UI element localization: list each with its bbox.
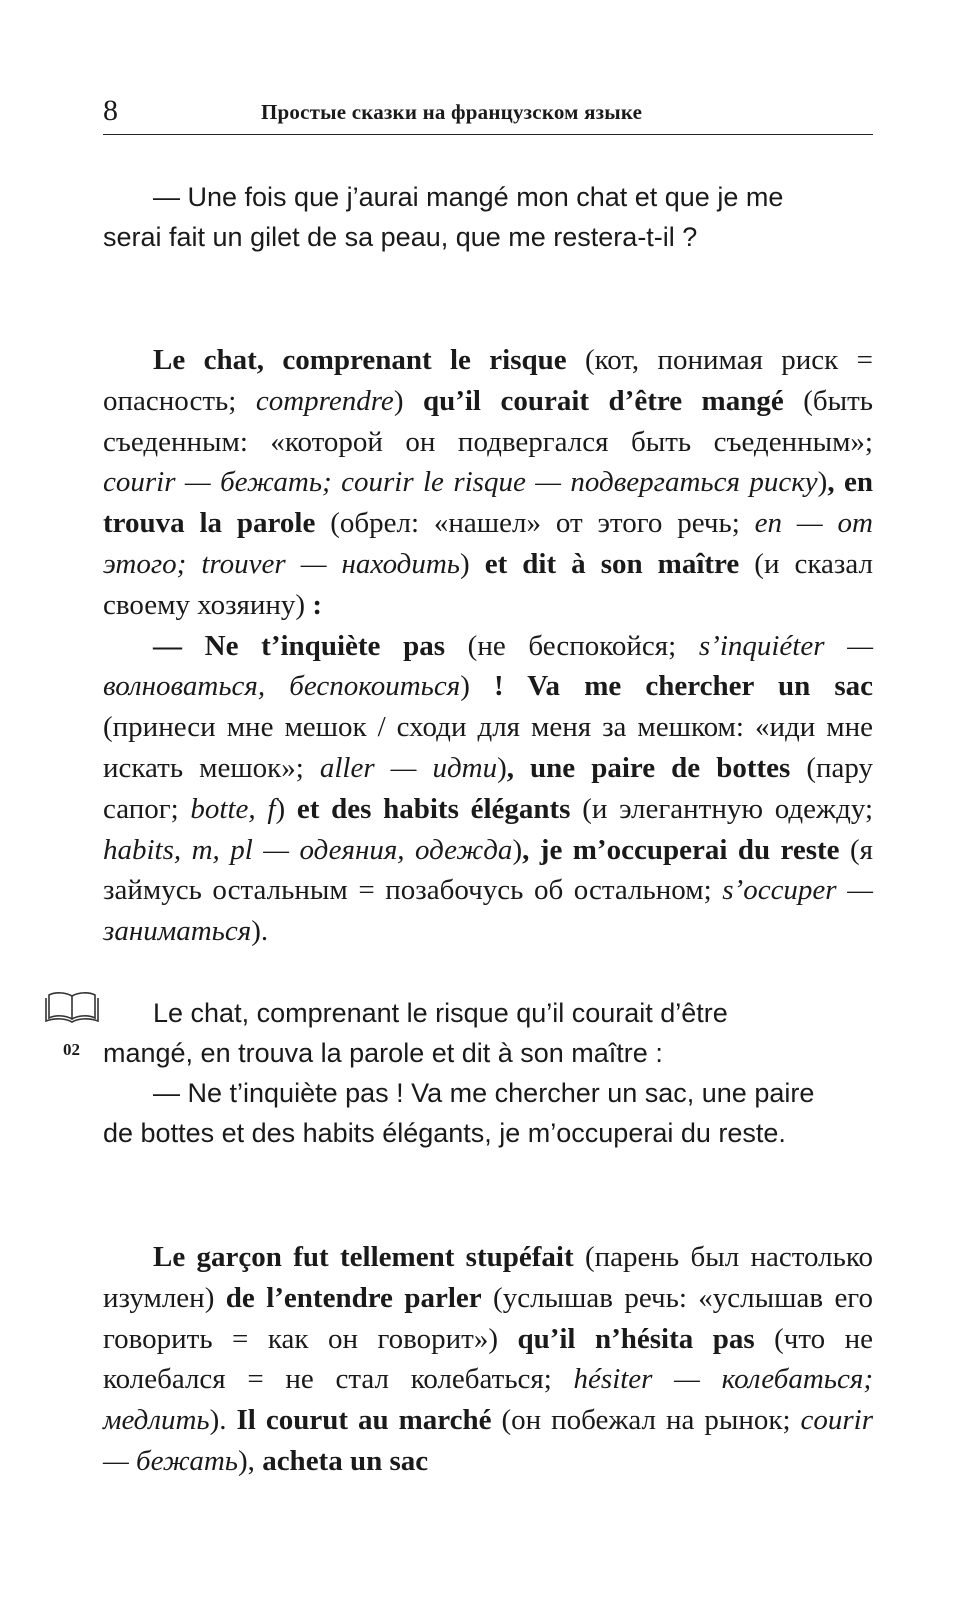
french-phrase: Il courut au marché (236, 1404, 492, 1437)
french-phrase: qu’il courait d’être mangé (422, 384, 784, 417)
translation: ). (251, 915, 269, 948)
reading-line-3: — Ne t’inquiète pas ! Va me chercher un sac, une paire (153, 1078, 815, 1108)
audio-track-number: 02 (63, 1040, 80, 1059)
note: s’inquiéter — волноваться, беспокоиться (103, 629, 873, 703)
note: s’occuper — заниматься (103, 874, 873, 948)
reading-line-1: Le chat, comprenant le risque qu’il courait d’être (153, 998, 728, 1028)
translation: ) (275, 792, 297, 825)
translation: (быть съеденным: «которой он подвергался быть съеденным»; (103, 384, 873, 458)
intro-passage (103, 177, 873, 257)
reading-line-2: mangé, en trouva la parole et dit à son maître : (103, 1038, 663, 1068)
translation: ) (460, 547, 485, 580)
translation: (принеси мне мешок / сходи для меня за мешком: «иди мне искать мешок»; (103, 711, 873, 784)
french-phrase: , une paire de bottes (506, 751, 791, 784)
french-phrase: ! Va me chercher un sac (494, 670, 873, 703)
translation: (пару сапог; (103, 751, 873, 825)
intro-line-2: serai fait un gilet de sa peau, que me restera-t-il ? (103, 222, 698, 252)
reading-passage (103, 993, 873, 1153)
translation: ) (817, 466, 828, 499)
french-phrase: Le garçon fut tellement stupéfait (153, 1241, 574, 1273)
french-phrase: de l’entendre parler (225, 1281, 482, 1314)
translation: (он побежал на рынок; (491, 1404, 801, 1437)
french-phrase: : (312, 588, 323, 621)
note: aller — идти (319, 751, 498, 784)
french-phrase: acheta un sac (262, 1444, 429, 1477)
french-phrase: Le chat, comprenant le risque (153, 344, 567, 376)
intro-line-1: — Une fois que j’aurai mangé mon chat et que je me (153, 182, 784, 212)
translation: (не беспокойся; (445, 629, 699, 662)
note: hésiter — колебаться; медлить (103, 1363, 873, 1437)
note: courir — бежать (103, 1404, 873, 1477)
translation: (что не колебался = не стал колебаться; (103, 1322, 873, 1396)
note: en — от этого; trouver — находить (103, 507, 873, 580)
translation: (и элегантную одежду; (570, 792, 874, 825)
translation: ). (209, 1404, 237, 1437)
page-header (103, 90, 873, 135)
running-title: Простые сказки на французском языке (261, 100, 643, 124)
annotated-paragraph (103, 1237, 873, 1482)
translation: ), (238, 1444, 263, 1477)
page-number: 8 (103, 94, 118, 127)
note: comprendre (255, 384, 394, 417)
translation: (услышав речь: «услышав его говорить = как он говорит») (103, 1281, 873, 1355)
translation: ) (512, 833, 523, 866)
note: courir — бежать; courir le risque — подвергаться риску (103, 466, 818, 499)
reading-line-4: de bottes et des habits élégants, je m’occuperai du reste. (103, 1118, 786, 1148)
french-phrase: , je m’occuperai du reste (522, 833, 840, 866)
french-phrase: et dit à son maître (484, 547, 740, 580)
translation: (обрел: «нашел» от этого речь; (315, 507, 755, 540)
translation: (парень был настолько изумлен) (103, 1241, 873, 1314)
french-phrase: , en trouva la parole (103, 466, 873, 540)
translation: (я займусь остальным = позабочусь об остальном; (103, 833, 873, 907)
translation: ) (497, 751, 507, 784)
open-book-icon (45, 990, 99, 1024)
translation: (и сказал своему хозяину) (103, 547, 873, 621)
translation: ) (393, 384, 423, 417)
annotated-passage-1 (103, 340, 873, 952)
note: habits, m, pl — одеяния, одежда (103, 833, 513, 866)
french-phrase: et des habits élégants (296, 792, 571, 825)
french-phrase: — Ne t’inquiète pas (153, 629, 445, 662)
translation: (кот, понимая риск = опасность; (103, 344, 873, 417)
note: botte, f (190, 792, 276, 825)
translation: ) (460, 670, 494, 703)
annotated-paragraph (103, 626, 873, 952)
french-phrase: qu’il n’hésita pas (517, 1322, 755, 1355)
annotated-paragraph (103, 340, 873, 626)
annotated-passage-2 (103, 1237, 873, 1482)
